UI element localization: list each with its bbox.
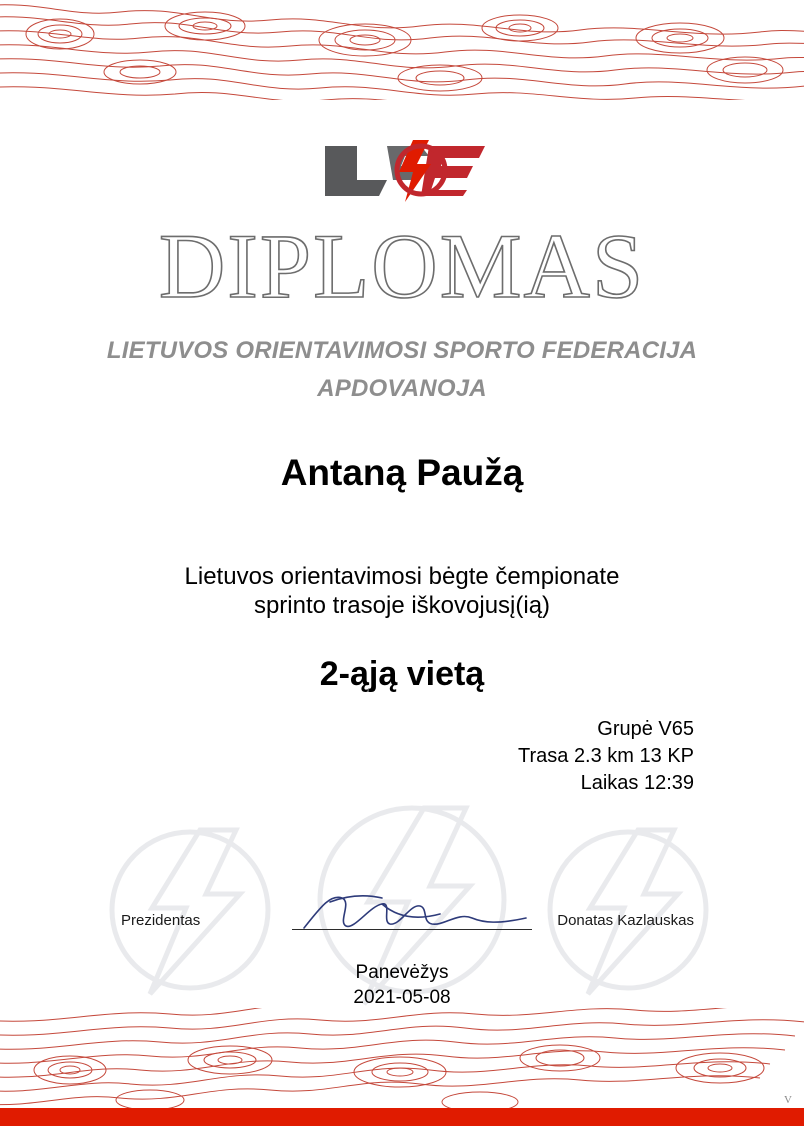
- page-title: DIPLOMAS: [158, 215, 646, 317]
- detail-course: Trasa 2.3 km 13 KP: [518, 745, 694, 767]
- organization-line-2: APDOVANOJA: [317, 375, 487, 402]
- event-description: [0, 562, 804, 620]
- edge-mark: V: [784, 1094, 792, 1106]
- footer-city: Panevėžys: [355, 962, 449, 983]
- organization-line-1: LIETUVOS ORIENTAVIMOSI SPORTO FEDERACIJA: [106, 337, 698, 364]
- event-line-2: sprinto trasoje iškovojusį(ią): [253, 592, 551, 619]
- contour-pattern-bottom-svg: [0, 1008, 804, 1108]
- signer-name: Donatas Kazlauskas: [557, 912, 694, 929]
- signature-mark: [286, 888, 540, 936]
- bottom-accent-bar: [0, 1094, 804, 1126]
- detail-time: Laikas 12:39: [580, 772, 694, 794]
- losf-logo-svg: [317, 140, 487, 202]
- top-contour-decoration: [0, 0, 804, 100]
- result-details: [518, 716, 694, 797]
- event-line-1: Lietuvos orientavimosi bėgte čempionate: [184, 563, 620, 590]
- recipient-name: Antaną Paužą: [280, 452, 524, 493]
- detail-group: Grupė V65: [597, 718, 694, 740]
- footer-date: 2021-05-08: [353, 987, 451, 1008]
- signature-svg: [286, 888, 540, 936]
- place-text: 2-ąją vietą: [319, 655, 485, 693]
- contour-pattern-top-svg: [0, 0, 804, 100]
- signer-role-label: Prezidentas: [121, 912, 201, 929]
- losf-logo: [0, 140, 804, 207]
- bottom-contour-decoration: [0, 1008, 804, 1108]
- footer-place-date: [0, 960, 804, 1010]
